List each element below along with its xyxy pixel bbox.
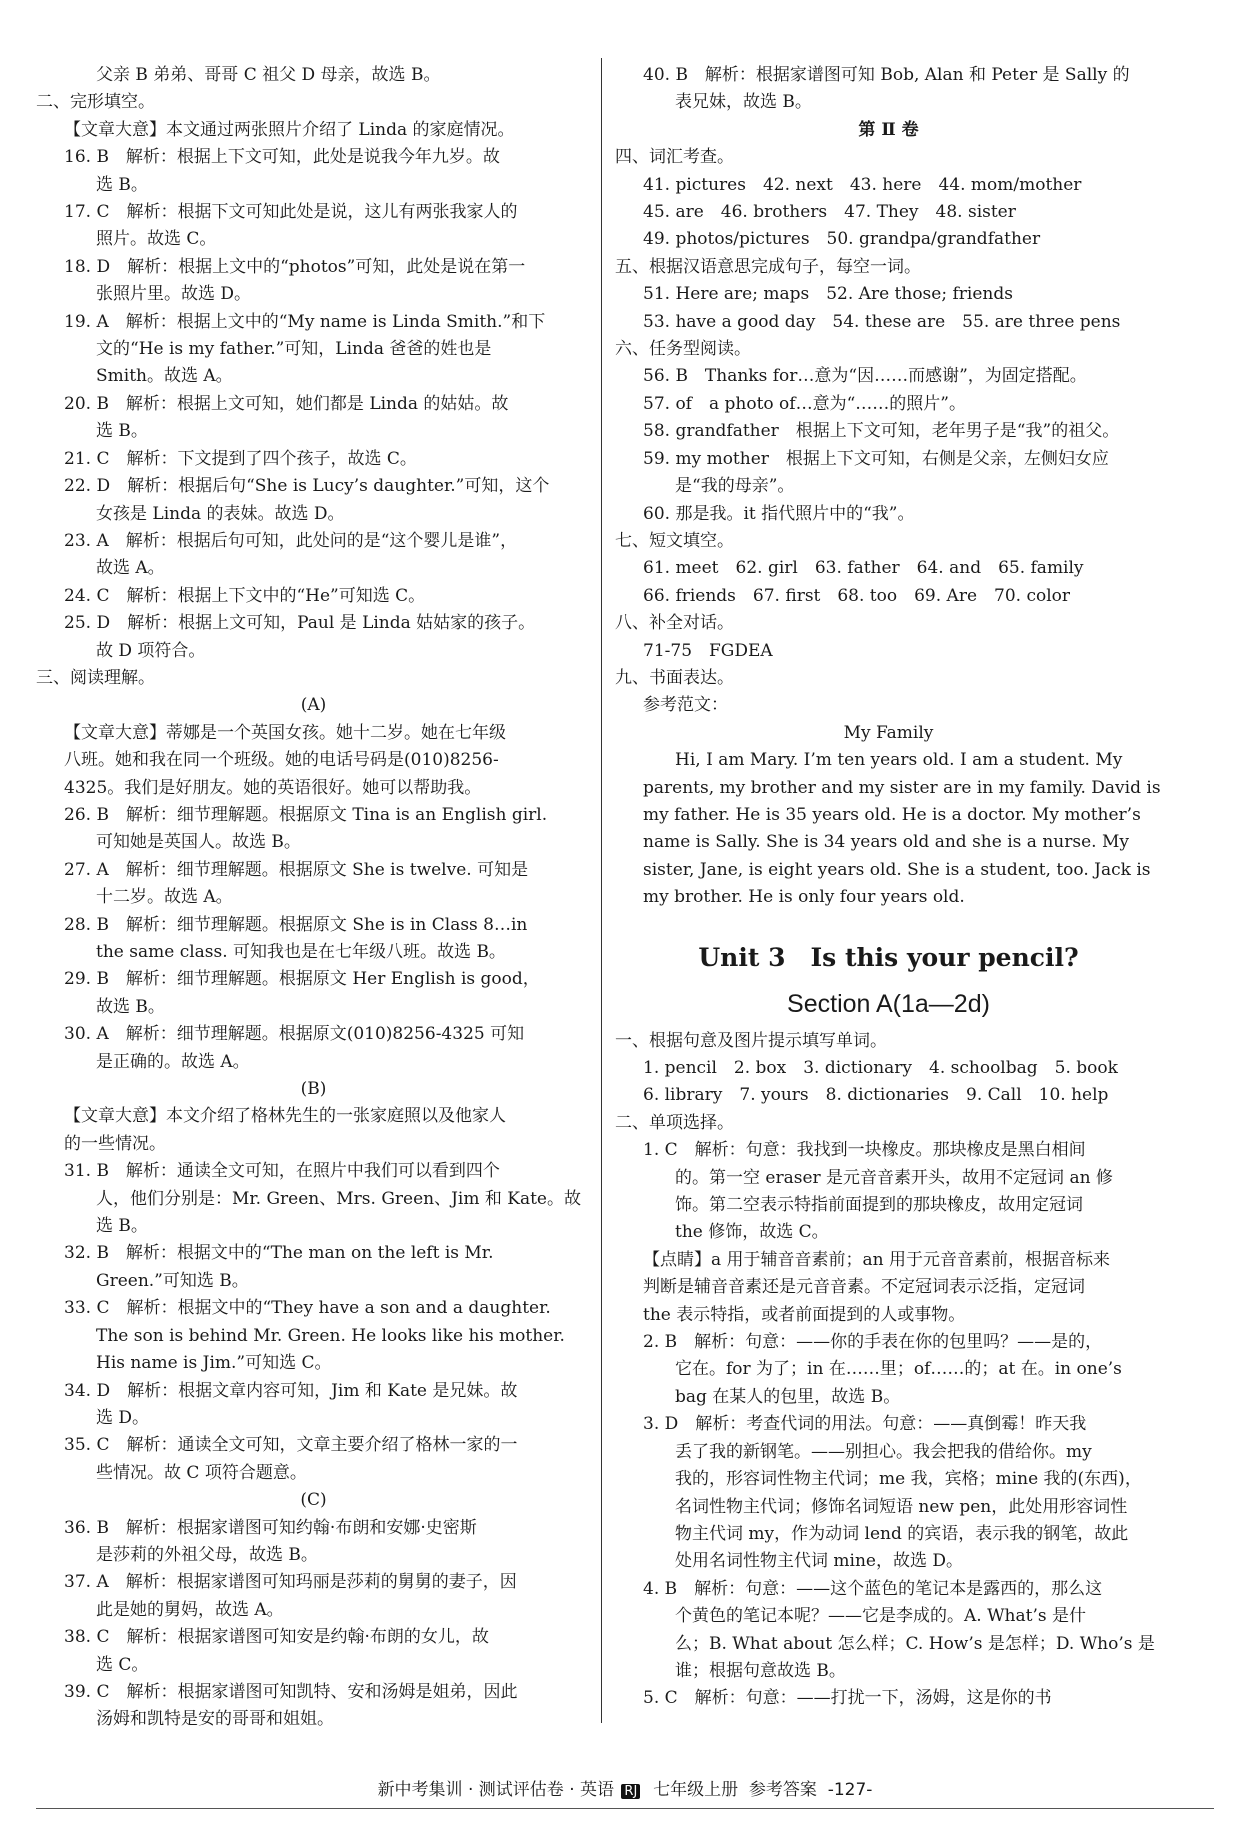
section-title: Section A(1a—2d) [787,989,990,1018]
text-line: 判断是辅音音素还是元音音素。不定冠词表示泛指，定冠词 [643,1277,1085,1298]
left-column [36,62,591,1734]
text-line: 物主代词 my，作为动词 lend 的宾语，表示我的钢笔，故此 [675,1523,1129,1544]
text-line: 45. are 46. brothers 47. They 48. sister [643,202,1016,223]
text-line: 女孩是 Linda 的表妹。故选 D。 [96,503,345,524]
footer-book: 测试评估卷 [478,1780,564,1800]
text-line: 是莎莉的外祖父母，故选 B。 [96,1544,318,1565]
text-line: 56. B Thanks for…意为“因……而感谢”，为固定搭配。 [643,366,1087,387]
text-line: 60. 那是我。it 指代照片中的“我”。 [643,503,915,524]
text-line: 父亲 B 弟弟、哥哥 C 祖父 D 母亲，故选 B。 [96,65,441,85]
text-line: 七、短文填空。 [615,530,734,551]
text-line: 17. C 解析：根据下文可知此处是说，这儿有两张我家人的 [64,202,518,223]
text-line: 么；B. What about 怎么样；C. How’s 是怎样；D. Who’s 是 [675,1633,1155,1654]
text-line: His name is Jim.”可知选 C。 [96,1353,332,1374]
text-line: 38. C 解析：根据家谱图可知安是约翰·布朗的女儿，故 [64,1627,489,1648]
text-line: 3. D 解析：考查代词的用法。句意：——真倒霉！昨天我 [643,1414,1087,1435]
right-column [615,62,1162,1713]
page-footer [0,1775,1250,1800]
text-line: 汤姆和凯特是安的哥哥和姐姐。 [96,1709,334,1730]
text-line: 张照片里。故选 D。 [96,284,252,305]
text-line: 1. C 解析：句意：我找到一块橡皮。那块橡皮是黑白相间 [643,1140,1086,1161]
column-divider [601,58,602,1723]
right-column-top [615,62,1162,912]
text-line: 【文章大意】本文通过两张照片介绍了 Linda 的家庭情况。 [64,119,515,140]
right-column-bottom [615,1028,1162,1713]
text-line: The son is behind Mr. Green. He looks like his mother. [96,1325,565,1346]
text-line: 31. B 解析：通读全文可知，在照片中我们可以看到四个 [64,1161,500,1182]
text-line: 故选 B。 [96,996,165,1017]
text-line: 选 B。 [96,421,148,442]
text-line: 故选 A。 [96,558,165,579]
text-line: 它在。for 为了；in 在……里；of……的；at 在。in one’s [675,1359,1122,1380]
text-line: 22. D 解析：根据后句“She is Lucy’s daughter.”可知，这个 [64,476,550,497]
text-line: 个黄色的笔记本呢？——它是李成的。A. What’s 是什 [675,1606,1087,1627]
text-line: 41. pictures 42. next 43. here 44. mom/mother [643,174,1082,195]
text-line: 24. C 解析：根据上下文中的“He”可知选 C。 [64,585,426,606]
text-line: 可知她是英国人。故选 B。 [96,832,301,853]
text-line: 参考范文： [643,695,728,716]
text-line: the same class. 可知我也是在七年级八班。故选 B。 [96,942,506,962]
text-line: 此是她的舅妈，故选 A。 [96,1599,284,1620]
text-line: Smith。故选 A。 [96,366,233,387]
text-line: 五、根据汉语意思完成句子，每空一词。 [615,256,921,277]
text-line: 故 D 项符合。 [96,640,206,661]
text-line: 是“我的母亲”。 [675,476,795,497]
text-line: 【点睛】a 用于辅音音素前；an 用于元音音素前，根据音标来 [643,1249,1111,1270]
text-line: 37. A 解析：根据家谱图可知玛丽是莎莉的舅舅的妻子，因 [64,1572,517,1593]
text-line: the 修饰，故选 C。 [675,1222,829,1243]
text-line: 1. pencil 2. box 3. dictionary 4. schoolbag 5. book [643,1058,1118,1078]
text-line: 59. my mother 根据上下文可知，右侧是父亲，左侧妇女应 [643,448,1109,469]
text-line: 29. B 解析：细节理解题。根据原文 Her English is good， [64,969,540,990]
unit-title: Unit 3 Is this your pencil? [698,942,1079,972]
text-line: 51. Here are; maps 52. Are those; friends [643,284,1013,305]
text-line: 53. have a good day 54. these are 55. are three pens [643,311,1121,332]
text-line: 26. B 解析：细节理解题。根据原文 Tina is an English girl. [64,804,548,825]
text-line: name is Sally. She is 34 years old and she is a nurse. My [643,832,1129,853]
text-line: 【文章大意】本文介绍了格林先生的一张家庭照以及他家人 [64,1106,506,1127]
text-line: 二、完形填空。 [36,92,155,113]
text-line: 23. A 解析：根据后句可知，此处问的是“这个婴儿是谁”， [64,530,518,551]
text-line: 16. B 解析：根据上下文可知，此处是说我今年九岁。故 [64,147,500,168]
text-line: 25. D 解析：根据上文可知，Paul 是 Linda 姑姑家的孩子。 [64,613,536,634]
text-line: 66. friends 67. first 68. too 69. Are 70. color [643,585,1071,606]
text-line: Hi, I am Mary. I’m ten years old. I am a student. My [675,750,1123,771]
text-line: 八、补全对话。 [615,613,734,634]
text-line: 35. C 解析：通读全文可知，文章主要介绍了格林一家的一 [64,1435,518,1456]
text-line: 选 C。 [96,1654,149,1675]
text-line: 是正确的。故选 A。 [96,1051,250,1072]
text-line: (A) [300,695,327,716]
page-number: -127- [827,1780,873,1800]
text-line: 49. photos/pictures 50. grandpa/grandfather [643,229,1041,250]
text-line: 第 Ⅱ 卷 [858,119,919,140]
text-line: 选 B。 [96,1216,148,1237]
text-line: 的。第一空 eraser 是元音音素开头，故用不定冠词 an 修 [675,1167,1113,1188]
text-line: 4. B 解析：句意：——这个蓝色的笔记本是露西的，那么这 [643,1578,1103,1599]
text-line: 名词性物主代词；修饰名词短语 new pen，此处用形容词性 [675,1496,1128,1517]
text-line: bag 在某人的包里，故选 B。 [675,1386,901,1407]
footer-separator: · [467,1780,474,1800]
text-line: 2. B 解析：句意：——你的手表在你的包里吗？——是的， [643,1332,1103,1353]
text-line: 28. B 解析：细节理解题。根据原文 She is in Class 8…in [64,914,528,935]
footer-label: 参考答案 [748,1780,817,1800]
text-line: 27. A 解析：细节理解题。根据原文 She is twelve. 可知是 [64,859,529,880]
text-line: parents, my brother and my sister are in my family. David is [643,777,1161,798]
text-line: (B) [300,1079,327,1100]
text-line: 四、词汇考查。 [615,147,734,168]
text-line: 5. C 解析：句意：——打扰一下，汤姆，这是你的书 [643,1688,1052,1709]
text-line: 九、书面表达。 [615,667,734,688]
text-line: 57. of a photo of…意为“……的照片”。 [643,393,966,414]
text-line: 30. A 解析：细节理解题。根据原文(010)8256-4325 可知 [64,1024,525,1045]
text-line: 32. B 解析：根据文中的“The man on the left is Mr. [64,1243,494,1264]
footer-series: 新中考集训 [377,1780,463,1800]
text-line: 6. library 7. yours 8. dictionaries 9. Call 10. help [643,1085,1109,1106]
text-line: 18. D 解析：根据上文中的“photos”可知，此处是说在第一 [64,256,526,277]
text-line: 一、根据句意及图片提示填写单词。 [615,1030,887,1051]
text-line: the 表示特指，或者前面提到的人或事物。 [643,1304,966,1325]
text-line: my father. He is 35 years old. He is a doctor. My mother’s [643,804,1141,825]
footer-subject: 英语 [580,1780,614,1800]
text-line: 40. B 解析：根据家谱图可知 Bob, Alan 和 Peter 是 Sally 的 [643,65,1130,85]
edition-badge: RJ [621,1784,640,1799]
footer-grade: 七年级上册 [653,1780,739,1800]
text-line: 表兄妹，故选 B。 [675,92,812,113]
text-line: 饰。第二空表示特指前面提到的那块橡皮，故用定冠词 [675,1195,1083,1216]
text-line: 十二岁。故选 A。 [96,887,233,908]
text-line: 谁；根据句意故选 B。 [675,1660,846,1681]
text-line: 34. D 解析：根据文章内容可知，Jim 和 Kate 是兄妹。故 [64,1380,518,1401]
text-line: 58. grandfather 根据上下文可知，老年男子是“我”的祖父。 [643,421,1120,442]
text-line: 33. C 解析：根据文中的“They have a son and a daughter. [64,1298,551,1319]
text-line: 36. B 解析：根据家谱图可知约翰·布朗和安娜·史密斯 [64,1517,477,1538]
text-line: sister, Jane, is eight years old. She is a student, too. Jack is [643,859,1151,880]
text-line: 丢了我的新钢笔。——别担心。我会把我的借给你。my [675,1441,1092,1462]
text-line: (C) [300,1490,327,1511]
text-line: 的一些情况。 [64,1133,166,1154]
footer-rule [36,1808,1214,1809]
text-line: 二、单项选择。 [615,1112,734,1133]
text-line: 39. C 解析：根据家谱图可知凯特、安和汤姆是姐弟，因此 [64,1681,518,1702]
text-line: 处用名词性物主代词 mine，故选 D。 [675,1551,964,1572]
text-line: 些情况。故 C 项符合题意。 [96,1462,307,1483]
text-line: My Family [843,722,934,743]
text-line: 61. meet 62. girl 63. father 64. and 65. family [643,558,1084,579]
text-line: 三、阅读理解。 [36,667,155,688]
text-line: 人，他们分别是：Mr. Green、Mrs. Green、Jim 和 Kate。故 [96,1188,581,1209]
text-line: 4325。我们是好朋友。她的英语很好。她可以帮助我。 [64,777,482,798]
text-line: 我的，形容词性物主代词；me 我，宾格；mine 我的(东西)， [675,1469,1142,1490]
text-line: 八班。她和我在同一个班级。她的电话号码是(010)8256- [64,750,499,771]
text-line: 选 B。 [96,174,148,195]
footer-separator: · [569,1780,575,1800]
text-line: 选 D。 [96,1407,150,1428]
text-line: Green.”可知选 B。 [96,1270,249,1291]
text-line: 照片。故选 C。 [96,229,217,250]
text-line: 71-75 FGDEA [643,640,773,661]
text-line: 六、任务型阅读。 [615,339,751,360]
text-line: 20. B 解析：根据上文可知，她们都是 Linda 的姑姑。故 [64,393,509,414]
text-line: 文的“He is my father.”可知，Linda 爸爸的姓也是 [96,339,492,360]
text-line: 【文章大意】蒂娜是一个英国女孩。她十二岁。她在七年级 [64,722,506,743]
text-line: 19. A 解析：根据上文中的“My name is Linda Smith.”和下 [64,311,546,332]
text-line: 21. C 解析：下文提到了四个孩子，故选 C。 [64,448,417,469]
text-line: my brother. He is only four years old. [643,887,965,908]
